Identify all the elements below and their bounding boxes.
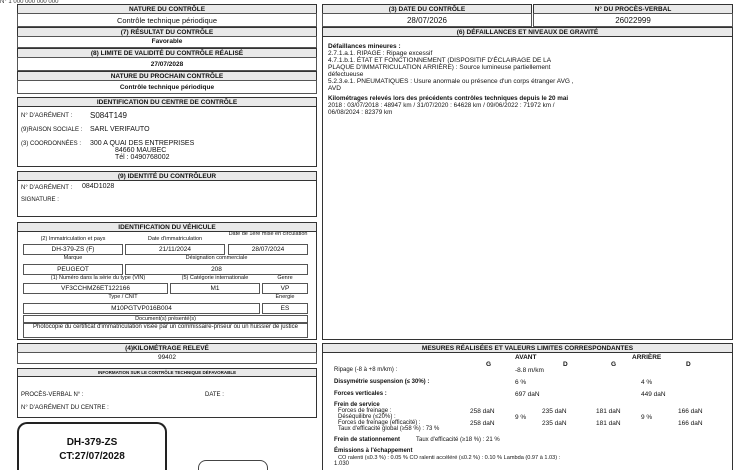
deseq-ar: 9 %	[641, 414, 653, 421]
ffe-av-d: 235 daN	[542, 420, 567, 427]
centre-raison-label: (9)RAISON SOCIALE :	[21, 127, 83, 133]
vehicule-energie: ES	[262, 303, 308, 314]
emissions-label: Émissions à l'échappement	[334, 448, 413, 454]
h-energie: Energie	[275, 294, 295, 300]
dissy-label: Dissymétrie suspension (≤ 30%) :	[334, 379, 430, 385]
nature-controle-value: Contrôle technique périodique	[17, 13, 317, 27]
prochain-header: NATURE DU PROCHAIN CONTRÔLE	[17, 71, 317, 81]
centre-agrement-value: S084T149	[90, 111, 127, 120]
vehicule-header: IDENTIFICATION DU VÉHICULE	[17, 222, 317, 232]
mesures-header: MESURES RÉALISÉES ET VALEURS LIMITES CORRESPONDANTES	[322, 343, 733, 353]
vehicule-docs: Photocopie du certificat d'immatriculation visée par un commissaire-priseur ou un huissier de justice	[23, 323, 308, 338]
centre-coord-line: Tél : 0490768002	[115, 154, 170, 161]
ff-ar-g: 181 daN	[596, 408, 621, 415]
centre-coord-line: 300 A QUAI DES ENTREPRISES	[90, 140, 195, 147]
col-g: G	[486, 361, 492, 368]
centre-header: IDENTIFICATION DU CENTRE DE CONTRÔLE	[17, 97, 317, 107]
frein-service-label: Frein de service	[334, 402, 380, 408]
ff-label: Forces de freinage :	[338, 408, 392, 414]
prochain-value: Contrôle technique périodique	[17, 80, 317, 94]
resultat-header: (7) RÉSULTAT DU CONTRÔLE	[17, 27, 317, 37]
date-controle-value: 28/07/2026	[322, 13, 532, 27]
controleur-agrement-label: N° D'AGRÉMENT :	[21, 185, 73, 191]
kilometrage-value: 99402	[17, 352, 317, 364]
centre-raison-value: SARL VERIFAUTO	[90, 126, 150, 133]
vehicule-designation: 208	[125, 264, 308, 275]
ff-ar-d: 166 daN	[678, 408, 703, 415]
h-genre: Genre	[277, 275, 293, 281]
col-d: D	[686, 361, 691, 368]
emissions-line: CO ralenti (≤0.3 %) : 0.05 % CO ralenti accéléré (≤0.2 %) : 0.10 % Lambda (0.97 à 1.03) :	[338, 455, 561, 461]
forces-ar: 449 daN	[641, 391, 666, 398]
vignette-ct: CT:27/07/2028	[59, 451, 125, 462]
col-avant: AVANT	[515, 354, 537, 361]
nature-controle-header: NATURE DU CONTRÔLE	[17, 4, 317, 14]
h-designation: Désignation commerciale	[185, 255, 248, 261]
controleur-header: (9) IDENTITÉ DU CONTRÔLEUR	[17, 171, 317, 181]
limite-value: 27/07/2028	[17, 57, 317, 71]
dissy-ar: 4 %	[641, 379, 653, 386]
pv-value: 26022999	[533, 13, 733, 27]
defavorable-date-label: DATE :	[205, 392, 224, 398]
vehicule-genre: VP	[262, 283, 308, 294]
vehicule-type: M10PGTVP016B004	[23, 303, 260, 314]
h-docs: Document(s) présenté(s)	[23, 315, 308, 323]
defaillances-heading: Défaillances mineures :	[328, 43, 401, 50]
h-immat: (2) Immatriculation et pays	[40, 236, 106, 242]
h-date-circ: Date de 1ère mise en circulation	[228, 231, 308, 237]
vehicule-immat: DH-379-ZS (F)	[23, 244, 123, 255]
deseq-av: 9 %	[515, 414, 527, 421]
vehicule-date-circ: 28/07/2024	[228, 244, 308, 255]
signature-label: SIGNATURE :	[21, 197, 59, 203]
ffe-ar-g: 181 daN	[596, 420, 621, 427]
dissy-av: 6 %	[515, 379, 527, 386]
resultat-value: Favorable	[17, 36, 317, 48]
vehicule-date-immat: 21/11/2024	[125, 244, 225, 255]
pv-header: N° DU PROCÈS-VERBAL	[533, 4, 733, 14]
ffe-label: Forces de freinage (efficacité) :	[338, 420, 421, 426]
stationnement-label: Frein de stationnement	[334, 437, 401, 443]
defaillance-line: défectueuse	[328, 71, 364, 78]
ffe-av-g: 258 daN	[470, 420, 495, 427]
vehicule-marque: PEUGEOT	[23, 264, 123, 275]
defaillance-line: 2.7.1.a.1. RIPAGE : Ripage excessif	[328, 50, 433, 57]
defaillances-header: (6) DÉFAILLANCES ET NIVEAUX DE GRAVITÉ	[322, 27, 733, 37]
h-date-immat: Date d'immatriculation	[147, 236, 203, 242]
ffe-ar-d: 166 daN	[678, 420, 703, 427]
km-line: 2018 : 03/07/2018 : 48947 km / 31/07/2020 : 64628 km / 09/06/2022 : 71972 km /	[328, 102, 555, 109]
stationnement-value: Taux d'efficacité (≥18 %) : 21 %	[416, 437, 500, 443]
col-arriere: ARRIÈRE	[632, 354, 662, 361]
h-type: Type / CNIT	[108, 294, 138, 300]
defavorable-pv-label: PROCÈS-VERBAL N° :	[21, 392, 84, 398]
ff-av-g: 258 daN	[470, 408, 495, 415]
h-categorie: (5) Catégorie internationale	[181, 275, 249, 281]
forces-label: Forces verticales :	[334, 391, 387, 397]
centre-agrement-label: N° D'AGRÉMENT :	[21, 113, 73, 119]
vehicule-vin: VF3CCHMZ6ET122166	[23, 283, 168, 294]
limite-header: (8) LIMITE DE VALIDITÉ DU CONTRÔLE RÉALISÉ	[17, 48, 317, 58]
ff-av-d: 235 daN	[542, 408, 567, 415]
kilometrage-header: (4)KILOMÉTRAGE RELEVÉ	[17, 343, 317, 353]
centre-coord-line: 84660 MAUBEC	[115, 147, 167, 154]
h-vin: (1) Numéro dans la série du type (VIN)	[50, 275, 146, 281]
lambda-value: 1.030	[334, 461, 350, 467]
date-controle-header: (3) DATE DU CONTRÔLE	[322, 4, 532, 14]
km-heading: Kilométrages relevés lors des précédents contrôles techniques depuis le 20 mai	[328, 95, 569, 102]
defaillances-box	[322, 27, 733, 340]
ripage-label: Ripage (-8 à +8 m/km) :	[334, 367, 398, 373]
col-d: D	[563, 361, 568, 368]
deseq-label: Déséquilibre (≤20%) :	[338, 414, 396, 420]
vignette-immat: DH-379-ZS	[66, 437, 118, 448]
defaillance-line: 4.7.1.b.1. ÉTAT ET FONCTIONNEMENT (DISPOSITIF D'ÉCLAIRAGE DE LA	[328, 57, 552, 64]
controleur-agrement-value: 084D1028	[82, 183, 115, 190]
defavorable-header: INFORMATION SUR LE CONTRÔLE TECHNIQUE DÉFAVORABLE	[17, 368, 317, 377]
centre-coord-label: (3) COORDONNÉES :	[21, 141, 82, 147]
km-line: 06/08/2024 : 82379 km	[328, 109, 393, 116]
h-marque: Marque	[63, 255, 83, 261]
taux-global: Taux d'efficacité global (≥58 %) : 73 %	[338, 426, 440, 432]
defaillance-line: PLAQUE D'IMMATRICULATION ARRIÈRE) : Source lumineuse partiellement	[328, 64, 551, 71]
defavorable-centre-label: N° D'AGRÉMENT DU CENTRE :	[21, 405, 109, 411]
defaillance-line: AVD	[328, 85, 341, 92]
vehicule-categorie: M1	[170, 283, 260, 294]
stamp-outline	[198, 460, 268, 470]
forces-av: 697 daN	[515, 391, 540, 398]
top-strip: N° 1 000 000 000 000	[0, 0, 59, 4]
col-g: G	[611, 361, 617, 368]
ripage-value: -8.8 m/km	[515, 367, 544, 374]
defaillance-line: 5.2.3.e.1. PNEUMATIQUES : Usure anormale ou présence d'un corps étranger AVG ,	[328, 78, 574, 85]
